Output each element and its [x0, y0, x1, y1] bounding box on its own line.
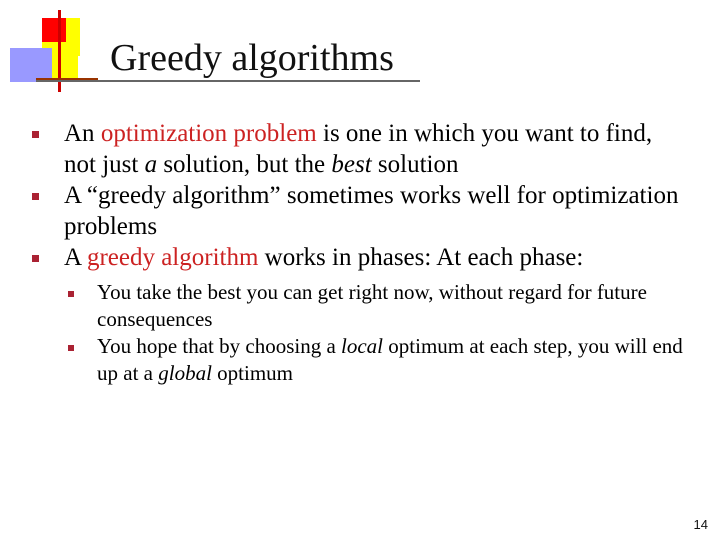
emphasized-word: best: [331, 151, 372, 178]
logo-purple-square: [10, 48, 52, 82]
square-bullet-icon: [68, 291, 74, 297]
sub-bullet-text: You hope that by choosing a: [97, 334, 342, 358]
bullet-list: [0, 118, 720, 387]
title-underline: [36, 80, 420, 82]
slide-title: Greedy algorithms: [110, 37, 394, 79]
sub-bullet-list: [0, 279, 720, 387]
sub-bullet-text: You take the best you can get right now, without regard for future consequences: [97, 280, 647, 331]
page-number: 14: [693, 517, 708, 532]
bullet-text: works in phases: At each phase:: [258, 244, 584, 271]
bullet-text: solution: [371, 151, 459, 178]
square-bullet-icon: [68, 345, 74, 351]
square-bullet-icon: [32, 255, 39, 262]
bullet-text: is one in which you want to find, not just: [64, 120, 653, 178]
sub-bullet-item: [0, 333, 697, 387]
square-bullet-icon: [32, 193, 39, 200]
highlighted-term: greedy algorithm: [86, 244, 259, 271]
sub-bullet-item: [0, 279, 697, 333]
bullet-item: [0, 118, 684, 180]
sub-bullet-text: optimum at each step, you will end up at a: [97, 334, 683, 385]
highlighted-term: optimization problem: [100, 120, 317, 147]
emphasized-word: local: [341, 334, 384, 358]
bullet-item: [0, 242, 684, 273]
slide-logo-decoration: [0, 0, 100, 100]
logo-red-square: [42, 18, 66, 42]
square-bullet-icon: [32, 131, 39, 138]
bullet-item: [0, 180, 684, 242]
emphasized-word: global: [158, 361, 212, 385]
emphasized-word: a: [144, 151, 158, 178]
bullet-text: A: [64, 244, 87, 271]
bullet-text: solution, but the: [157, 151, 332, 178]
bullet-text: A “greedy algorithm” sometimes works well for optimization problems: [64, 182, 679, 240]
bullet-text: An: [64, 120, 101, 147]
sub-bullet-text: optimum: [211, 361, 293, 385]
